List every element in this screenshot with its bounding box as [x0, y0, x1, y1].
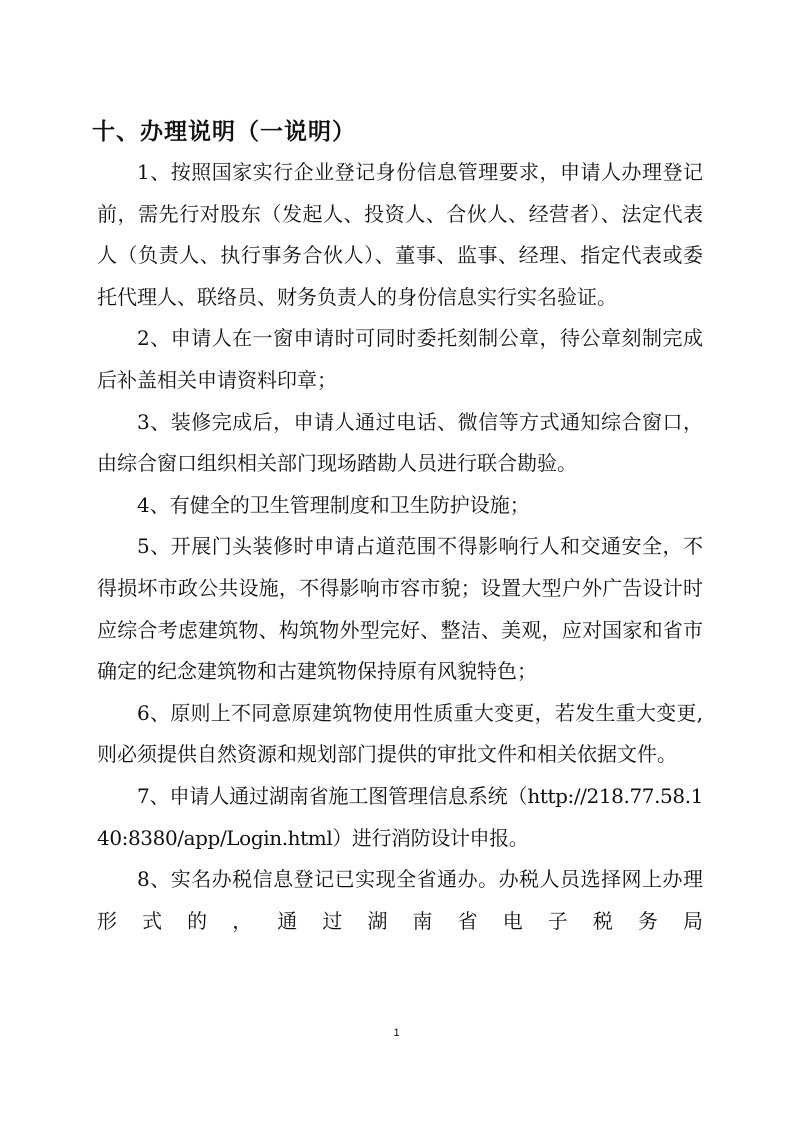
- instruction-item-3: 3、装修完成后，申请人通过电话、微信等方式通知综合窗口，由综合窗口组织相关部门现场踏勘人员进行联合勘验。: [97, 409, 703, 476]
- instruction-item-5: 5、开展门头装修时申请占道范围不得影响行人和交通安全，不得损坏市政公共设施，不得影响市容市貌；设置大型户外广告设计时应综合考虑建筑物、构筑物外型完好、整洁、美观，应对国家和省市确定的纪念建筑物和古建筑物保持原有风貌特色；: [97, 534, 703, 684]
- instruction-item-8: 8、实名办税信息登记已实现全省通办。办税人员选择网上办理形式的，通过湖南省电子税务局: [97, 867, 703, 933]
- instruction-item-1: 1、按照国家实行企业登记身份信息管理要求，申请人办理登记前，需先行对股东（发起人、投资人、合伙人、经营者）、法定代表人（负责人、执行事务合伙人）、董事、监事、经理、指定代表或委托代理人、联络员、财务负责人的身份信息实行实名验证。: [97, 160, 703, 309]
- instruction-item-4: 4、有健全的卫生管理制度和卫生防护设施；: [137, 492, 530, 517]
- instruction-item-7: 7、申请人通过湖南省施工图管理信息系统（http://218.77.58.140:8380/app/Login.html）进行消防设计申报。: [97, 783, 703, 850]
- instruction-item-6: 6、原则上不同意原建筑物使用性质重大变更，若发生重大变更,则必须提供自然资源和规划部门提供的审批文件和相关依据文件。: [97, 700, 703, 767]
- page-number: 1: [393, 1027, 400, 1039]
- section-heading: 十、办理说明（一说明）: [92, 119, 356, 145]
- instruction-list: [97, 152, 703, 942]
- instruction-item-2: 2、申请人在一窗申请时可同时委托刻制公章，待公章刻制完成后补盖相关申请资料印章；: [97, 326, 703, 392]
